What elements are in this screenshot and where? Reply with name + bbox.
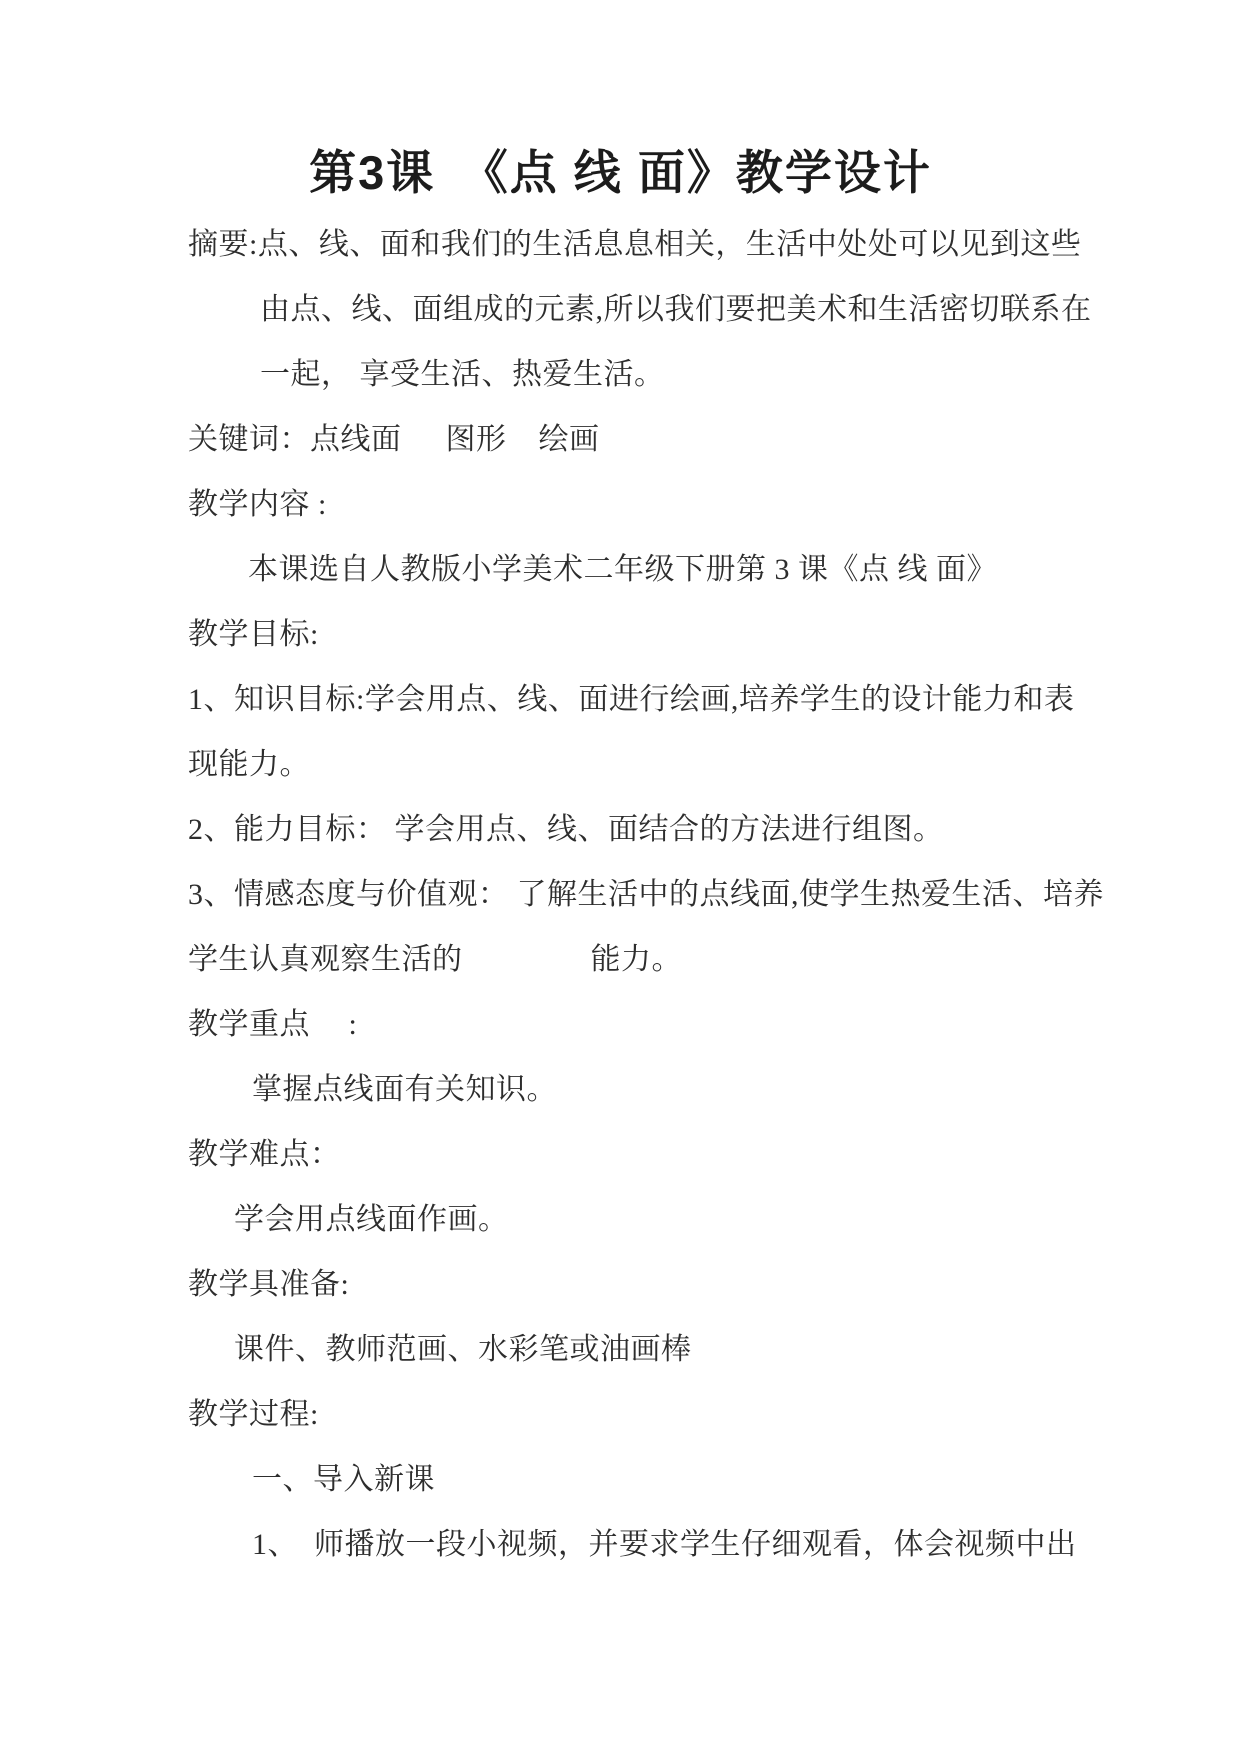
objective-emotion-line-1: 3、情感态度与价值观： 了解生活中的点线面,使学生热爱生活、培养 [188, 878, 1104, 911]
objective-emotion-line-2-part-a: 学生认真观察生活的 [188, 943, 463, 976]
objective-emotion-line-2 [188, 927, 1121, 992]
process-step-1 [188, 1512, 1121, 1577]
content-source-line: 本课选自人教版小学美术二年级下册第 3 课《点 线 面》 [248, 553, 997, 586]
keywords-line [188, 407, 1121, 472]
aids-body: 课件、教师范画、水彩笔或油画棒 [234, 1333, 692, 1366]
abstract-line-2: 由点、线、面组成的元素,所以我们要把美术和生活密切联系在 [260, 293, 1092, 326]
heading-teaching-aids: 教学具准备: [188, 1268, 350, 1301]
process-step-1-number: 1、 [252, 1528, 298, 1561]
key-point-body: 掌握点线面有关知识。 [252, 1073, 557, 1106]
document-title: 第3课 《点 线 面》教学设计 [309, 146, 932, 199]
objective-ability-line: 2、能力目标： 学会用点、线、面结合的方法进行组图。 [188, 813, 944, 846]
heading-teaching-difficult-point: 教学难点： [188, 1138, 341, 1171]
heading-teaching-content: 教学内容 : [188, 488, 327, 521]
process-part-1-heading: 一、导入新课 [252, 1463, 435, 1496]
abstract-line-3: 一起， 享受生活、热爱生活。 [260, 358, 665, 391]
keyword-item: 点线面 [310, 423, 402, 456]
objective-knowledge-line-2: 现能力。 [188, 748, 310, 781]
process-step-1-text: 师播放一段小视频，并要求学生仔细观看，体会视频中出 [314, 1528, 1077, 1561]
heading-teaching-process: 教学过程: [188, 1398, 319, 1431]
keywords-label: 关键词： [188, 423, 310, 456]
objective-knowledge-line-1: 1、知识目标:学会用点、线、面进行绘画,培养学生的设计能力和表 [188, 683, 1075, 716]
document-body [0, 212, 1241, 1577]
abstract-line-1: 摘要:点、线、面和我们的生活息息相关，生活中处处可以见到这些 [188, 228, 1082, 261]
objective-emotion-line-2-part-b: 能力。 [590, 943, 682, 976]
heading-teaching-objectives: 教学目标: [188, 618, 319, 651]
keyword-item: 图形 [445, 423, 507, 456]
difficult-point-body: 学会用点线面作画。 [234, 1203, 509, 1236]
keyword-item: 绘画 [538, 423, 600, 456]
heading-teaching-key-point: 教学重点 : [188, 1008, 358, 1041]
